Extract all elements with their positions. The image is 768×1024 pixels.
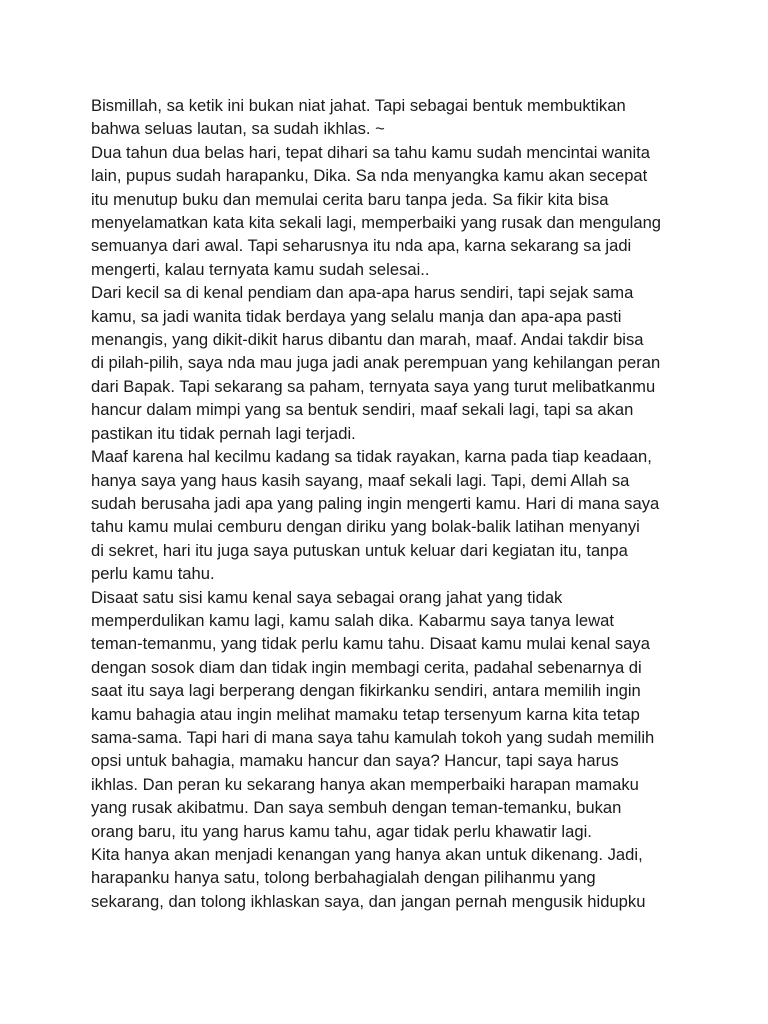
text-line: memperdulikan kamu lagi, kamu salah dika. Kabarmu saya tanya lewat bbox=[91, 610, 614, 630]
document-body-text bbox=[91, 94, 691, 913]
text-line: hanya saya yang haus kasih sayang, maaf sekali lagi. Tapi, demi Allah sa bbox=[91, 470, 630, 490]
text-line: kamu bahagia atau ingin melihat mamaku tetap tersenyum karna kita tetap bbox=[91, 704, 640, 724]
text-line: opsi untuk bahagia, mamaku hancur dan saya? Hancur, tapi saya harus bbox=[91, 751, 619, 771]
text-line: yang rusak akibatmu. Dan saya sembuh dengan teman-temanku, bukan bbox=[91, 798, 622, 818]
text-line: itu menutup buku dan memulai cerita baru tanpa jeda. Sa fikir kita bisa bbox=[91, 189, 609, 209]
text-line: pastikan itu tidak pernah lagi terjadi. bbox=[91, 423, 356, 443]
text-line: orang baru, itu yang harus kamu tahu, agar tidak perlu khawatir lagi. bbox=[91, 821, 592, 841]
text-line: di sekret, hari itu juga saya putuskan untuk keluar dari kegiatan itu, tanpa bbox=[91, 540, 628, 560]
text-line: ikhlas. Dan peran ku sekarang hanya akan memperbaiki harapan mamaku bbox=[91, 774, 639, 794]
text-line: Dari kecil sa di kenal pendiam dan apa-apa harus sendiri, tapi sejak sama bbox=[91, 283, 634, 303]
text-line: teman-temanmu, yang tidak perlu kamu tahu. Disaat kamu mulai kenal saya bbox=[91, 634, 650, 654]
text-line: harapanku hanya satu, tolong berbahagialah dengan pilihanmu yang bbox=[91, 868, 596, 888]
text-line: Bismillah, sa ketik ini bukan niat jahat. Tapi sebagai bentuk membuktikan bbox=[91, 96, 626, 115]
text-line: menyelamatkan kata kita sekali lagi, memperbaiki yang rusak dan mengulang bbox=[91, 213, 662, 233]
text-line: dari Bapak. Tapi sekarang sa paham, ternyata saya yang turut melibatkanmu bbox=[91, 376, 656, 396]
text-line: semuanya dari awal. Tapi seharusnya itu nda apa, karna sekarang sa jadi bbox=[91, 236, 632, 256]
text-line: lain, pupus sudah harapanku, Dika. Sa nda menyangka kamu akan secepat bbox=[91, 166, 648, 186]
text-line: sudah berusaha jadi apa yang paling ingin mengerti kamu. Hari di mana saya bbox=[91, 493, 660, 513]
text-line: Maaf karena hal kecilmu kadang sa tidak rayakan, karna pada tiap keadaan, bbox=[91, 447, 652, 467]
text-line: tahu kamu mulai cemburu dengan diriku yang bolak-balik latihan menyanyi bbox=[91, 517, 640, 537]
text-line: Dua tahun dua belas hari, tepat dihari sa tahu kamu sudah mencintai wanita bbox=[91, 142, 651, 162]
text-line: saat itu saya lagi berperang dengan fikirkanku sendiri, antara memilih ingin bbox=[91, 681, 641, 701]
text-line: dengan sosok diam dan tidak ingin membagi cerita, padahal sebenarnya di bbox=[91, 657, 642, 677]
text-line: Disaat satu sisi kamu kenal saya sebagai orang jahat yang tidak bbox=[91, 587, 563, 607]
text-line: Kita hanya akan menjadi kenangan yang hanya akan untuk dikenang. Jadi, bbox=[91, 845, 643, 864]
text-line: mengerti, kalau ternyata kamu sudah selesai.. bbox=[91, 259, 430, 279]
text-line: bahwa seluas lautan, sa sudah ikhlas. ~ bbox=[91, 119, 385, 139]
text-line: hancur dalam mimpi yang sa bentuk sendiri, maaf sekali lagi, tapi sa akan bbox=[91, 400, 634, 420]
text-line: sama-sama. Tapi hari di mana saya tahu kamulah tokoh yang sudah memilih bbox=[91, 727, 655, 747]
text-line: menangis, yang dikit-dikit harus dibantu dan marah, maaf. Andai takdir bisa bbox=[91, 330, 644, 350]
text-line: di pilah-pilih, saya nda mau juga jadi anak perempuan yang kehilangan peran bbox=[91, 353, 661, 373]
text-line: perlu kamu tahu. bbox=[91, 564, 215, 584]
text-line: kamu, sa jadi wanita tidak berdaya yang selalu manja dan apa-apa pasti bbox=[91, 306, 622, 326]
text-line: sekarang, dan tolong ikhlaskan saya, dan jangan pernah mengusik hidupku bbox=[91, 891, 646, 911]
